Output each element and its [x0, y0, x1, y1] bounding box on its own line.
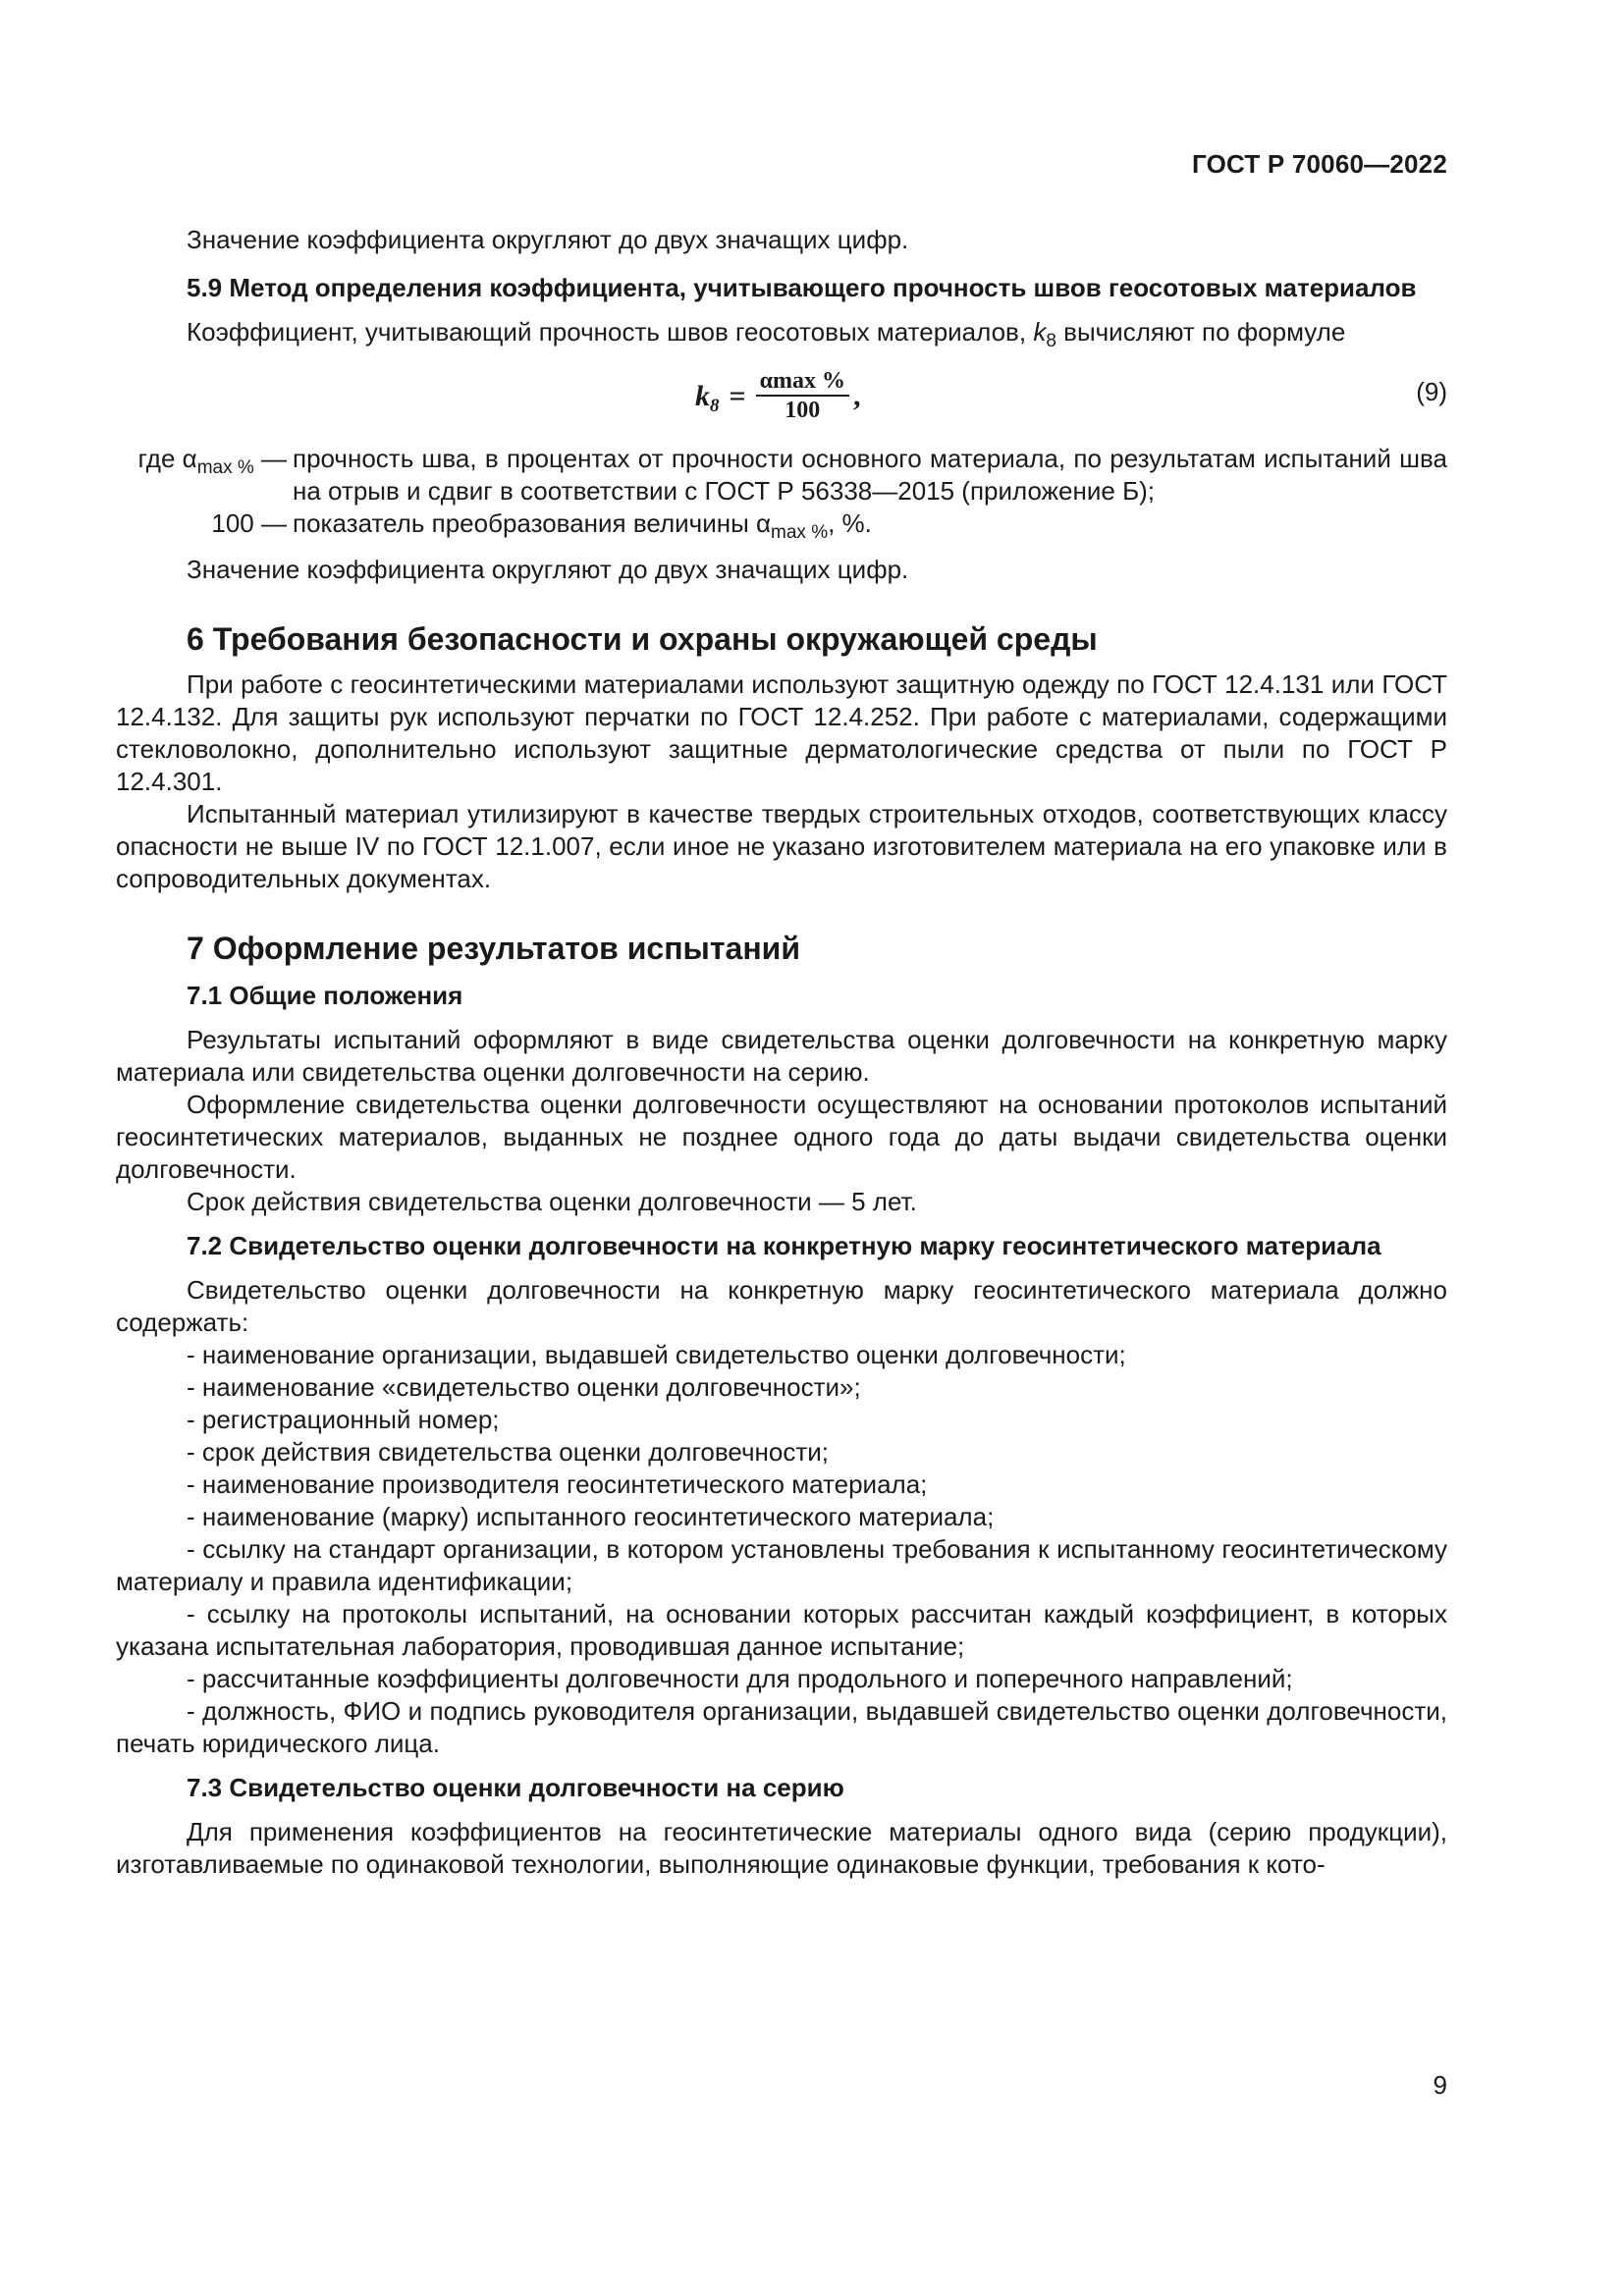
section-6-paragraph-1: При работе с геосинтетическими материалами используют защитную одежду по ГОСТ 12.4.131 или ГОСТ 12.4.132. Для защиты рук используют перчатки по ГОСТ 12.4.252. При работе с материалами, содержащими стекловолокно, дополнительно используют защитные дерматологические средства от пыли по ГОСТ Р 12.4.301. — [116, 669, 1447, 796]
section-6-heading: 6 Требования безопасности и охраны окружающей среды — [187, 621, 1098, 657]
definition-alpha: где $\alpha_{max \%}$ — прочность шва, в процентах от прочности основного материала, по результатам испытаний шва на отрыв и сдвиг в соответствии с ГОСТ Р 56338—2015 (приложение Б); — [137, 444, 1447, 506]
section-7-2-list — [116, 1339, 1447, 1760]
document-header-id: ГОСТ Р 70060—2022 — [1192, 149, 1447, 179]
formula-number: (9) — [1416, 377, 1447, 406]
list-item: - наименование производителя геосинтетического материала; — [187, 1469, 928, 1499]
formula-definitions — [116, 443, 1447, 543]
section-7-2-intro: Свидетельство оценки долговечности на конкретную марку геосинтетического материала должно содержать: — [116, 1275, 1447, 1337]
formula-expression: $k_8$ = $\frac{\alpha\max \%}{100}$ , — [695, 368, 861, 423]
formula-denominator: 100 — [785, 398, 821, 423]
section-7-2-heading: 7.2 Свидетельство оценки долговечности на конкретную марку геосинтетического материала — [187, 1231, 1381, 1260]
formula-equals: = — [729, 379, 746, 412]
section-7-3-paragraph-1: Для применения коэффициентов на геосинтетические материалы одного вида (серию продукции), изготавливаемые по одинаковой технологии, выполняющие одинаковые функции, требования к кото- — [116, 1817, 1447, 1879]
list-item: - наименование «свидетельство оценки долговечности»; — [187, 1372, 861, 1402]
formula-numerator: αmax % — [756, 368, 849, 397]
section-7-1-paragraph-2: Оформление свидетельства оценки долговечности осуществляют на основании протоколов испытаний геосинтетических материалов, выданных не позднее одного года до даты выдачи свидетельства оценки долговечности. — [116, 1090, 1447, 1184]
paragraph-rounding-1: Значение коэффициента округляют до двух значащих цифр. — [187, 225, 909, 254]
document-body — [116, 224, 1447, 1881]
section-5-9-intro: Коэффициент, учитывающий прочность швов геосотовых материалов, $k_8$ вычисляют по формуле — [187, 317, 1346, 351]
page-number: 9 — [1433, 2070, 1447, 2100]
list-item: - ссылку на протоколы испытаний, на основании которых рассчитан каждый коэффициент, в которых указана испытательная лаборатория, проводившая данное испытание; — [116, 1599, 1447, 1661]
formula-9 — [116, 362, 1447, 431]
list-item: - должность, ФИО и подпись руководителя организации, выдавшей свидетельство оценки долговечности, печать юридического лица. — [116, 1696, 1447, 1758]
list-item: - наименование организации, выдавшей свидетельство оценки долговечности; — [187, 1340, 1126, 1369]
list-item: - ссылку на стандарт организации, в котором установлены требования к испытанному геосинтетическому материалу и правила идентификации; — [116, 1534, 1447, 1596]
paragraph-rounding-2: Значение коэффициента округляют до двух значащих цифр. — [187, 555, 909, 584]
section-7-1-paragraph-1: Результаты испытаний оформляют в виде свидетельства оценки долговечности на конкретную марку материала или свидетельства оценки долговечности на серию. — [116, 1025, 1447, 1087]
section-7-3-heading: 7.3 Свидетельство оценки долговечности на серию — [187, 1773, 844, 1802]
section-5-9-heading: 5.9 Метод определения коэффициента, учитывающего прочность швов геосотовых материалов — [187, 273, 1417, 302]
list-item: - рассчитанные коэффициенты долговечности для продольного и поперечного направлений; — [187, 1664, 1293, 1693]
list-item: - срок действия свидетельства оценки долговечности; — [187, 1437, 829, 1467]
section-6-paragraph-2: Испытанный материал утилизируют в качестве твердых строительных отходов, соответствующих классу опасности не выше IV по ГОСТ 12.1.007, если иное не указано изготовителем материала на его упаковке или в сопроводительных документах. — [116, 799, 1447, 893]
section-7-1-heading: 7.1 Общие положения — [187, 981, 463, 1010]
formula-lhs: $k_8$ — [695, 379, 720, 416]
section-7-heading: 7 Оформление результатов испытаний — [187, 931, 800, 966]
section-7-1-paragraph-3: Срок действия свидетельства оценки долговечности — 5 лет. — [187, 1187, 917, 1216]
list-item: - регистрационный номер; — [187, 1405, 500, 1434]
list-item: - наименование (марку) испытанного геосинтетического материала; — [187, 1502, 995, 1531]
formula-fraction — [756, 368, 849, 423]
definition-100: 100 — показатель преобразования величины $\alpha_{max \%}$, %. — [211, 508, 872, 543]
